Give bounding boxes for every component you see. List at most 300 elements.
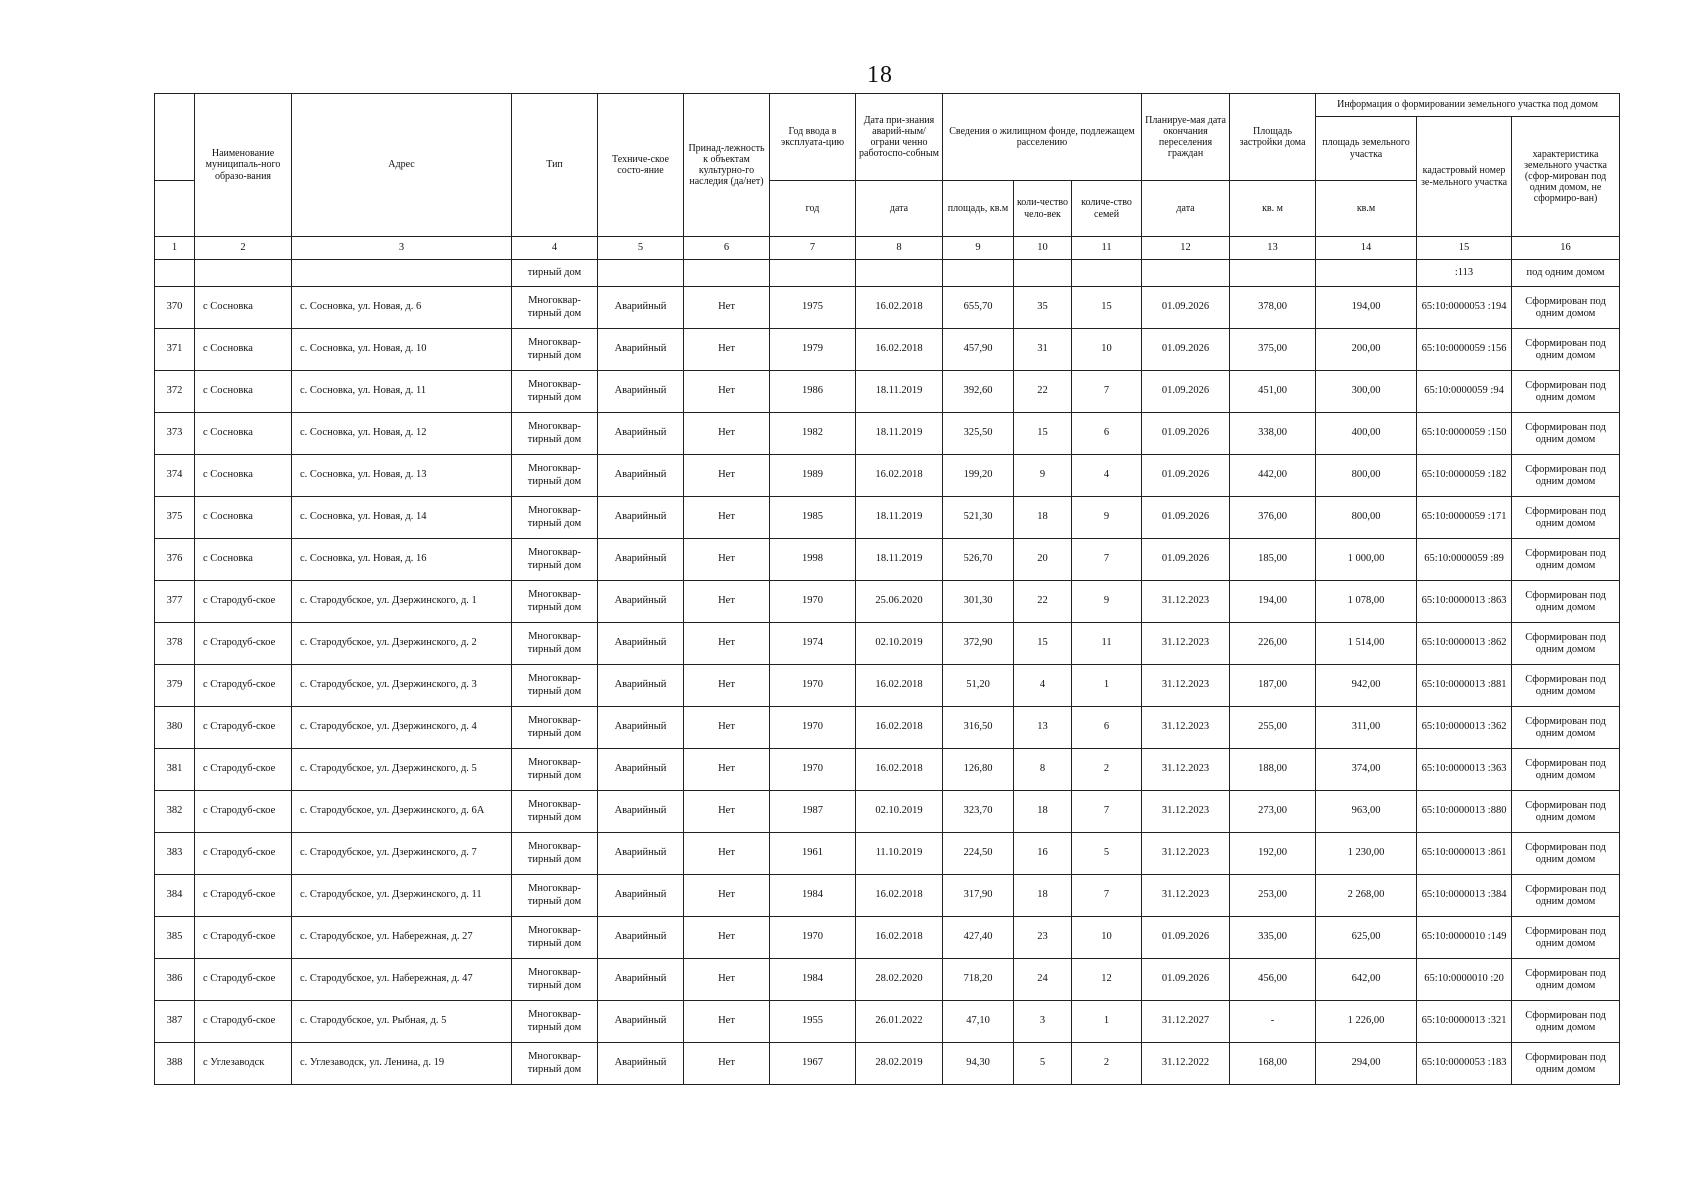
cell-technical-state: Аварийный xyxy=(598,1001,684,1043)
cell-emergency-date: 25.06.2020 xyxy=(856,581,943,623)
cell-land-area: 374,00 xyxy=(1316,749,1417,791)
column-number: 16 xyxy=(1512,237,1620,260)
cell-living-area: 301,30 xyxy=(943,581,1014,623)
cell-land-characteristic: Сформирован под одним домом xyxy=(1512,581,1620,623)
cell-number: 374 xyxy=(155,455,195,497)
cell-commission-year: 1984 xyxy=(770,959,856,1001)
cell-technical-state: Аварийный xyxy=(598,581,684,623)
table-row xyxy=(155,329,1620,371)
column-number: 8 xyxy=(856,237,943,260)
cell-commission-year: 1970 xyxy=(770,665,856,707)
cell-building-area: 192,00 xyxy=(1230,833,1316,875)
header-municipality: Наименование муниципаль-ного образо-вания xyxy=(195,94,292,237)
cell-municipality: с Стародуб-ское xyxy=(195,791,292,833)
column-number: 6 xyxy=(684,237,770,260)
cell-commission-year: 1970 xyxy=(770,707,856,749)
table-row xyxy=(155,455,1620,497)
cell-heritage: Нет xyxy=(684,665,770,707)
column-number: 9 xyxy=(943,237,1014,260)
cell-emergency-date: 02.10.2019 xyxy=(856,623,943,665)
cell-commission-year: 1985 xyxy=(770,497,856,539)
cell-land-characteristic: Сформирован под одним домом xyxy=(1512,917,1620,959)
cell-land-area: 800,00 xyxy=(1316,455,1417,497)
table-row xyxy=(155,749,1620,791)
cell-building-area: - xyxy=(1230,1001,1316,1043)
cell-land-characteristic: Сформирован под одним домом xyxy=(1512,497,1620,539)
cell-heritage: Нет xyxy=(684,497,770,539)
cell-type: Многоквар-тирный дом xyxy=(512,455,598,497)
cell-family-count: 4 xyxy=(1072,455,1142,497)
cell-family-count: 12 xyxy=(1072,959,1142,1001)
column-number: 13 xyxy=(1230,237,1316,260)
cell-cadastral-number: 65:10:0000059 :94 xyxy=(1417,371,1512,413)
cell-cadastral-number: 65:10:0000010 :20 xyxy=(1417,959,1512,1001)
column-number: 7 xyxy=(770,237,856,260)
cell-living-area: 372,90 xyxy=(943,623,1014,665)
cell-address: с. Стародубское, ул. Рыбная, д. 5 xyxy=(292,1001,512,1043)
table-row xyxy=(155,959,1620,1001)
cell-family-count: 2 xyxy=(1072,1043,1142,1085)
cell-family-count: 7 xyxy=(1072,371,1142,413)
column-number: 11 xyxy=(1072,237,1142,260)
cell-commission-year: 1970 xyxy=(770,917,856,959)
cell-family-count: 7 xyxy=(1072,539,1142,581)
cell-emergency-date: 16.02.2018 xyxy=(856,287,943,329)
cell-family-count: 10 xyxy=(1072,329,1142,371)
cell-planned-date: 31.12.2023 xyxy=(1142,581,1230,623)
cell-family-count: 6 xyxy=(1072,707,1142,749)
cell-cadastral-number: 65:10:0000059 :171 xyxy=(1417,497,1512,539)
cell-building-area: 338,00 xyxy=(1230,413,1316,455)
cell-planned-date: 01.09.2026 xyxy=(1142,917,1230,959)
header-land-info: Информация о формировании земельного участка под домом xyxy=(1316,94,1620,117)
cell-number: 388 xyxy=(155,1043,195,1085)
cell-type: Многоквар-тирный дом xyxy=(512,791,598,833)
cell-people-count: 35 xyxy=(1014,287,1072,329)
cell-emergency-date: 18.11.2019 xyxy=(856,497,943,539)
cell-municipality: с Стародуб-ское xyxy=(195,875,292,917)
cell-technical-state: Аварийный xyxy=(598,539,684,581)
cell-people-count: 23 xyxy=(1014,917,1072,959)
cell-family-count: 6 xyxy=(1072,413,1142,455)
cell-number: 371 xyxy=(155,329,195,371)
cell-address: с. Сосновка, ул. Новая, д. 12 xyxy=(292,413,512,455)
cell-building-area: 335,00 xyxy=(1230,917,1316,959)
cell-technical-state: Аварийный xyxy=(598,749,684,791)
cell-emergency-date: 26.01.2022 xyxy=(856,1001,943,1043)
cell-land-characteristic: Сформирован под одним домом xyxy=(1512,959,1620,1001)
cell-technical-state: Аварийный xyxy=(598,371,684,413)
cell-living-area: 655,70 xyxy=(943,287,1014,329)
cell-heritage: Нет xyxy=(684,329,770,371)
cell-municipality: с Стародуб-ское xyxy=(195,665,292,707)
cell-people-count: 22 xyxy=(1014,581,1072,623)
cell-commission-year: 1975 xyxy=(770,287,856,329)
cell-planned-date: 31.12.2023 xyxy=(1142,791,1230,833)
cell-commission-year: 1986 xyxy=(770,371,856,413)
cell-planned-date: 31.12.2027 xyxy=(1142,1001,1230,1043)
cell-land-area: 963,00 xyxy=(1316,791,1417,833)
cell-heritage: Нет xyxy=(684,875,770,917)
cell-number: 376 xyxy=(155,539,195,581)
cell-land-characteristic: Сформирован под одним домом xyxy=(1512,833,1620,875)
cell-land-characteristic: Сформирован под одним домом xyxy=(1512,455,1620,497)
cell-municipality: с Сосновка xyxy=(195,329,292,371)
table-row xyxy=(155,1001,1620,1043)
cell-planned-date: 31.12.2023 xyxy=(1142,749,1230,791)
cell-type: Многоквар-тирный дом xyxy=(512,917,598,959)
cell-commission-year: 1970 xyxy=(770,581,856,623)
header-planned-date: Планируе-мая дата окончания переселения граждан xyxy=(1142,94,1230,181)
cell-address: с. Сосновка, ул. Новая, д. 6 xyxy=(292,287,512,329)
cell-planned-date: 31.12.2023 xyxy=(1142,623,1230,665)
cell-emergency-date: 18.11.2019 xyxy=(856,371,943,413)
cell-address: с. Стародубское, ул. Дзержинского, д. 4 xyxy=(292,707,512,749)
cell-technical-state: Аварийный xyxy=(598,287,684,329)
cell-people-count: 8 xyxy=(1014,749,1072,791)
table-row xyxy=(155,791,1620,833)
cell-living-area: 427,40 xyxy=(943,917,1014,959)
cell-emergency-date: 16.02.2018 xyxy=(856,329,943,371)
relocation-table xyxy=(154,93,1620,1085)
table-row xyxy=(155,287,1620,329)
table-row xyxy=(155,833,1620,875)
cell-number: 378 xyxy=(155,623,195,665)
cell-heritage: Нет xyxy=(684,539,770,581)
cell-people-count: 18 xyxy=(1014,791,1072,833)
cell-people-count: 9 xyxy=(1014,455,1072,497)
cell-people-count: 22 xyxy=(1014,371,1072,413)
cell-family-count: 9 xyxy=(1072,581,1142,623)
cell-technical-state: Аварийный xyxy=(598,875,684,917)
cell-address: с. Стародубское, ул. Дзержинского, д. 7 xyxy=(292,833,512,875)
cell-planned-date: 31.12.2023 xyxy=(1142,665,1230,707)
cell-commission-year: 1984 xyxy=(770,875,856,917)
cell-living-area: 323,70 xyxy=(943,791,1014,833)
cell-planned-date: 01.09.2026 xyxy=(1142,539,1230,581)
cell-land-characteristic: Сформирован под одним домом xyxy=(1512,707,1620,749)
continuation-row xyxy=(155,260,1620,287)
cell-address: с. Стародубское, ул. Дзержинского, д. 3 xyxy=(292,665,512,707)
cell-land-area: 1 514,00 xyxy=(1316,623,1417,665)
cell-address: с. Стародубское, ул. Дзержинского, д. 2 xyxy=(292,623,512,665)
cell-technical-state: Аварийный xyxy=(598,329,684,371)
cell-land-area: 625,00 xyxy=(1316,917,1417,959)
cell-type: Многоквар-тирный дом xyxy=(512,287,598,329)
cell-municipality: с Сосновка xyxy=(195,413,292,455)
cell-municipality: с Сосновка xyxy=(195,455,292,497)
table-row xyxy=(155,413,1620,455)
cell-number: 385 xyxy=(155,917,195,959)
table-row xyxy=(155,917,1620,959)
cell-municipality: с Стародуб-ское xyxy=(195,917,292,959)
cell-land-characteristic: Сформирован под одним домом xyxy=(1512,539,1620,581)
cell-type: Многоквар-тирный дом xyxy=(512,1043,598,1085)
cell-number: 375 xyxy=(155,497,195,539)
table-row xyxy=(155,623,1620,665)
cell-address: с. Сосновка, ул. Новая, д. 14 xyxy=(292,497,512,539)
cell-heritage: Нет xyxy=(684,623,770,665)
cell-living-area: 51,20 xyxy=(943,665,1014,707)
cell-number: 383 xyxy=(155,833,195,875)
cell-land-characteristic: Сформирован под одним домом xyxy=(1512,749,1620,791)
cell-heritage: Нет xyxy=(684,833,770,875)
cell-people-count: 4 xyxy=(1014,665,1072,707)
cell-people-count: 16 xyxy=(1014,833,1072,875)
cell-emergency-date: 02.10.2019 xyxy=(856,791,943,833)
cell-land-area: 642,00 xyxy=(1316,959,1417,1001)
cell-planned-date: 31.12.2022 xyxy=(1142,1043,1230,1085)
column-number-row xyxy=(155,237,1620,260)
cell-land-characteristic: Сформирован под одним домом xyxy=(1512,875,1620,917)
cell-cadastral-number: 65:10:0000013 :880 xyxy=(1417,791,1512,833)
cell-family-count: 1 xyxy=(1072,1001,1142,1043)
cell-technical-state: Аварийный xyxy=(598,959,684,1001)
table-row xyxy=(155,875,1620,917)
cell-cadastral-number: 65:10:0000013 :861 xyxy=(1417,833,1512,875)
cell-type: Многоквар-тирный дом xyxy=(512,959,598,1001)
table-row xyxy=(155,497,1620,539)
cell-address: с. Сосновка, ул. Новая, д. 11 xyxy=(292,371,512,413)
cell-family-count: 15 xyxy=(1072,287,1142,329)
header-address: Адрес xyxy=(292,94,512,237)
cell-building-area: 376,00 xyxy=(1230,497,1316,539)
table-row xyxy=(155,581,1620,623)
cell-type: Многоквар-тирный дом xyxy=(512,329,598,371)
cell-building-area: 378,00 xyxy=(1230,287,1316,329)
cell-municipality: с Стародуб-ское xyxy=(195,749,292,791)
cell-commission-year: 1987 xyxy=(770,791,856,833)
cell-land-area: 942,00 xyxy=(1316,665,1417,707)
table-row xyxy=(155,665,1620,707)
cell-emergency-date: 16.02.2018 xyxy=(856,455,943,497)
cell-land-area: 800,00 xyxy=(1316,497,1417,539)
cell-address: с. Стародубское, ул. Дзержинского, д. 11 xyxy=(292,875,512,917)
cell-heritage: Нет xyxy=(684,581,770,623)
header-index-sub xyxy=(155,181,195,237)
cell-living-area: 224,50 xyxy=(943,833,1014,875)
cell-technical-state: Аварийный xyxy=(598,917,684,959)
cell-land-characteristic: Сформирован под одним домом xyxy=(1512,287,1620,329)
header-housing-info: Сведения о жилищном фонде, подлежащем расселению xyxy=(943,94,1142,181)
cell-building-area: 188,00 xyxy=(1230,749,1316,791)
column-number: 3 xyxy=(292,237,512,260)
cell-municipality: с Сосновка xyxy=(195,371,292,413)
cell-municipality: с Сосновка xyxy=(195,497,292,539)
column-number: 4 xyxy=(512,237,598,260)
continuation-characteristic: под одним домом xyxy=(1512,260,1620,287)
cell-building-area: 168,00 xyxy=(1230,1043,1316,1085)
cell-technical-state: Аварийный xyxy=(598,707,684,749)
column-number: 5 xyxy=(598,237,684,260)
cell-planned-date: 01.09.2026 xyxy=(1142,287,1230,329)
cell-commission-year: 1982 xyxy=(770,413,856,455)
cell-land-area: 194,00 xyxy=(1316,287,1417,329)
header-land-characteristic: характеристика земельного участка (сфор-мирован под одним домом, не сформиро-ван) xyxy=(1512,117,1620,237)
cell-planned-date: 01.09.2026 xyxy=(1142,329,1230,371)
header-cadastral-number: кадастровый номер зе-мельного участка xyxy=(1417,117,1512,237)
cell-building-area: 255,00 xyxy=(1230,707,1316,749)
cell-type: Многоквар-тирный дом xyxy=(512,623,598,665)
cell-land-characteristic: Сформирован под одним домом xyxy=(1512,329,1620,371)
cell-living-area: 94,30 xyxy=(943,1043,1014,1085)
cell-heritage: Нет xyxy=(684,1001,770,1043)
cell-commission-year: 1998 xyxy=(770,539,856,581)
cell-address: с. Стародубское, ул. Дзержинского, д. 1 xyxy=(292,581,512,623)
cell-type: Многоквар-тирный дом xyxy=(512,875,598,917)
cell-heritage: Нет xyxy=(684,287,770,329)
cell-heritage: Нет xyxy=(684,959,770,1001)
cell-living-area: 47,10 xyxy=(943,1001,1014,1043)
cell-land-area: 300,00 xyxy=(1316,371,1417,413)
cell-heritage: Нет xyxy=(684,749,770,791)
cell-municipality: с Стародуб-ское xyxy=(195,623,292,665)
cell-building-area: 451,00 xyxy=(1230,371,1316,413)
cell-number: 382 xyxy=(155,791,195,833)
cell-people-count: 5 xyxy=(1014,1043,1072,1085)
cell-heritage: Нет xyxy=(684,707,770,749)
cell-type: Многоквар-тирный дом xyxy=(512,539,598,581)
cell-technical-state: Аварийный xyxy=(598,665,684,707)
cell-number: 370 xyxy=(155,287,195,329)
header-building-area: Площадь застройки дома xyxy=(1230,94,1316,181)
header-sub-planned: дата xyxy=(1142,181,1230,237)
cell-family-count: 5 xyxy=(1072,833,1142,875)
cell-land-characteristic: Сформирован под одним домом xyxy=(1512,371,1620,413)
cell-cadastral-number: 65:10:0000059 :150 xyxy=(1417,413,1512,455)
cell-number: 373 xyxy=(155,413,195,455)
cell-living-area: 199,20 xyxy=(943,455,1014,497)
cell-number: 380 xyxy=(155,707,195,749)
table-row xyxy=(155,707,1620,749)
cell-number: 386 xyxy=(155,959,195,1001)
cell-municipality: с Стародуб-ское xyxy=(195,581,292,623)
cell-heritage: Нет xyxy=(684,917,770,959)
header-index xyxy=(155,94,195,181)
cell-number: 384 xyxy=(155,875,195,917)
column-number: 1 xyxy=(155,237,195,260)
cell-land-area: 1 000,00 xyxy=(1316,539,1417,581)
cell-emergency-date: 16.02.2018 xyxy=(856,707,943,749)
cell-technical-state: Аварийный xyxy=(598,833,684,875)
column-number: 14 xyxy=(1316,237,1417,260)
cell-people-count: 18 xyxy=(1014,497,1072,539)
cell-land-area: 400,00 xyxy=(1316,413,1417,455)
cell-planned-date: 31.12.2023 xyxy=(1142,833,1230,875)
cell-technical-state: Аварийный xyxy=(598,623,684,665)
cell-number: 387 xyxy=(155,1001,195,1043)
cell-family-count: 10 xyxy=(1072,917,1142,959)
cell-planned-date: 31.12.2023 xyxy=(1142,707,1230,749)
cell-commission-year: 1955 xyxy=(770,1001,856,1043)
header-technical-state: Техниче-ское состо-яние xyxy=(598,94,684,237)
cell-address: с. Сосновка, ул. Новая, д. 10 xyxy=(292,329,512,371)
cell-commission-year: 1967 xyxy=(770,1043,856,1085)
cell-living-area: 316,50 xyxy=(943,707,1014,749)
cell-cadastral-number: 65:10:0000053 :194 xyxy=(1417,287,1512,329)
cell-building-area: 273,00 xyxy=(1230,791,1316,833)
cell-living-area: 325,50 xyxy=(943,413,1014,455)
cell-living-area: 457,90 xyxy=(943,329,1014,371)
relocation-table-sheet xyxy=(154,93,1619,1085)
cell-emergency-date: 18.11.2019 xyxy=(856,413,943,455)
continuation-type: тирный дом xyxy=(512,260,598,287)
table-row xyxy=(155,1043,1620,1085)
cell-heritage: Нет xyxy=(684,371,770,413)
cell-cadastral-number: 65:10:0000010 :149 xyxy=(1417,917,1512,959)
header-commission-year: Год ввода в эксплуата-цию xyxy=(770,94,856,181)
cell-family-count: 11 xyxy=(1072,623,1142,665)
page-number: 18 xyxy=(867,62,893,88)
cell-land-area: 2 268,00 xyxy=(1316,875,1417,917)
cell-cadastral-number: 65:10:0000059 :156 xyxy=(1417,329,1512,371)
cell-land-area: 311,00 xyxy=(1316,707,1417,749)
cell-technical-state: Аварийный xyxy=(598,1043,684,1085)
cell-address: с. Стародубское, ул. Набережная, д. 47 xyxy=(292,959,512,1001)
cell-people-count: 15 xyxy=(1014,623,1072,665)
cell-heritage: Нет xyxy=(684,1043,770,1085)
cell-family-count: 2 xyxy=(1072,749,1142,791)
column-number: 15 xyxy=(1417,237,1512,260)
header-sub-land: кв.м xyxy=(1316,181,1417,237)
cell-people-count: 20 xyxy=(1014,539,1072,581)
cell-land-characteristic: Сформирован под одним домом xyxy=(1512,1043,1620,1085)
cell-number: 372 xyxy=(155,371,195,413)
cell-municipality: с Стародуб-ское xyxy=(195,707,292,749)
header-sub-date: дата xyxy=(856,181,943,237)
cell-type: Многоквар-тирный дом xyxy=(512,1001,598,1043)
cell-planned-date: 01.09.2026 xyxy=(1142,959,1230,1001)
cell-municipality: с Углезаводск xyxy=(195,1043,292,1085)
cell-building-area: 194,00 xyxy=(1230,581,1316,623)
cell-family-count: 7 xyxy=(1072,791,1142,833)
header-heritage: Принад-лежность к объектам культурно-го наследия (да/нет) xyxy=(684,94,770,237)
cell-type: Многоквар-тирный дом xyxy=(512,707,598,749)
cell-planned-date: 01.09.2026 xyxy=(1142,371,1230,413)
cell-building-area: 456,00 xyxy=(1230,959,1316,1001)
cell-cadastral-number: 65:10:0000013 :363 xyxy=(1417,749,1512,791)
cell-address: с. Стародубское, ул. Дзержинского, д. 6А xyxy=(292,791,512,833)
cell-people-count: 31 xyxy=(1014,329,1072,371)
cell-municipality: с Сосновка xyxy=(195,287,292,329)
cell-type: Многоквар-тирный дом xyxy=(512,833,598,875)
cell-commission-year: 1974 xyxy=(770,623,856,665)
continuation-cadastral: :113 xyxy=(1417,260,1512,287)
cell-heritage: Нет xyxy=(684,791,770,833)
cell-emergency-date: 16.02.2018 xyxy=(856,665,943,707)
cell-commission-year: 1961 xyxy=(770,833,856,875)
cell-people-count: 24 xyxy=(1014,959,1072,1001)
cell-planned-date: 01.09.2026 xyxy=(1142,497,1230,539)
cell-cadastral-number: 65:10:0000059 :89 xyxy=(1417,539,1512,581)
cell-land-area: 1 226,00 xyxy=(1316,1001,1417,1043)
header-type: Тип xyxy=(512,94,598,237)
cell-cadastral-number: 65:10:0000013 :384 xyxy=(1417,875,1512,917)
header-emergency-date: Дата при-знания аварий-ным/ограни ченно работоспо-собным xyxy=(856,94,943,181)
cell-living-area: 521,30 xyxy=(943,497,1014,539)
cell-cadastral-number: 65:10:0000013 :862 xyxy=(1417,623,1512,665)
cell-land-area: 294,00 xyxy=(1316,1043,1417,1085)
cell-living-area: 718,20 xyxy=(943,959,1014,1001)
cell-type: Многоквар-тирный дом xyxy=(512,665,598,707)
cell-land-characteristic: Сформирован под одним домом xyxy=(1512,1001,1620,1043)
cell-living-area: 317,90 xyxy=(943,875,1014,917)
cell-number: 379 xyxy=(155,665,195,707)
cell-heritage: Нет xyxy=(684,455,770,497)
cell-planned-date: 31.12.2023 xyxy=(1142,875,1230,917)
cell-land-area: 1 230,00 xyxy=(1316,833,1417,875)
cell-address: с. Стародубское, ул. Набережная, д. 27 xyxy=(292,917,512,959)
